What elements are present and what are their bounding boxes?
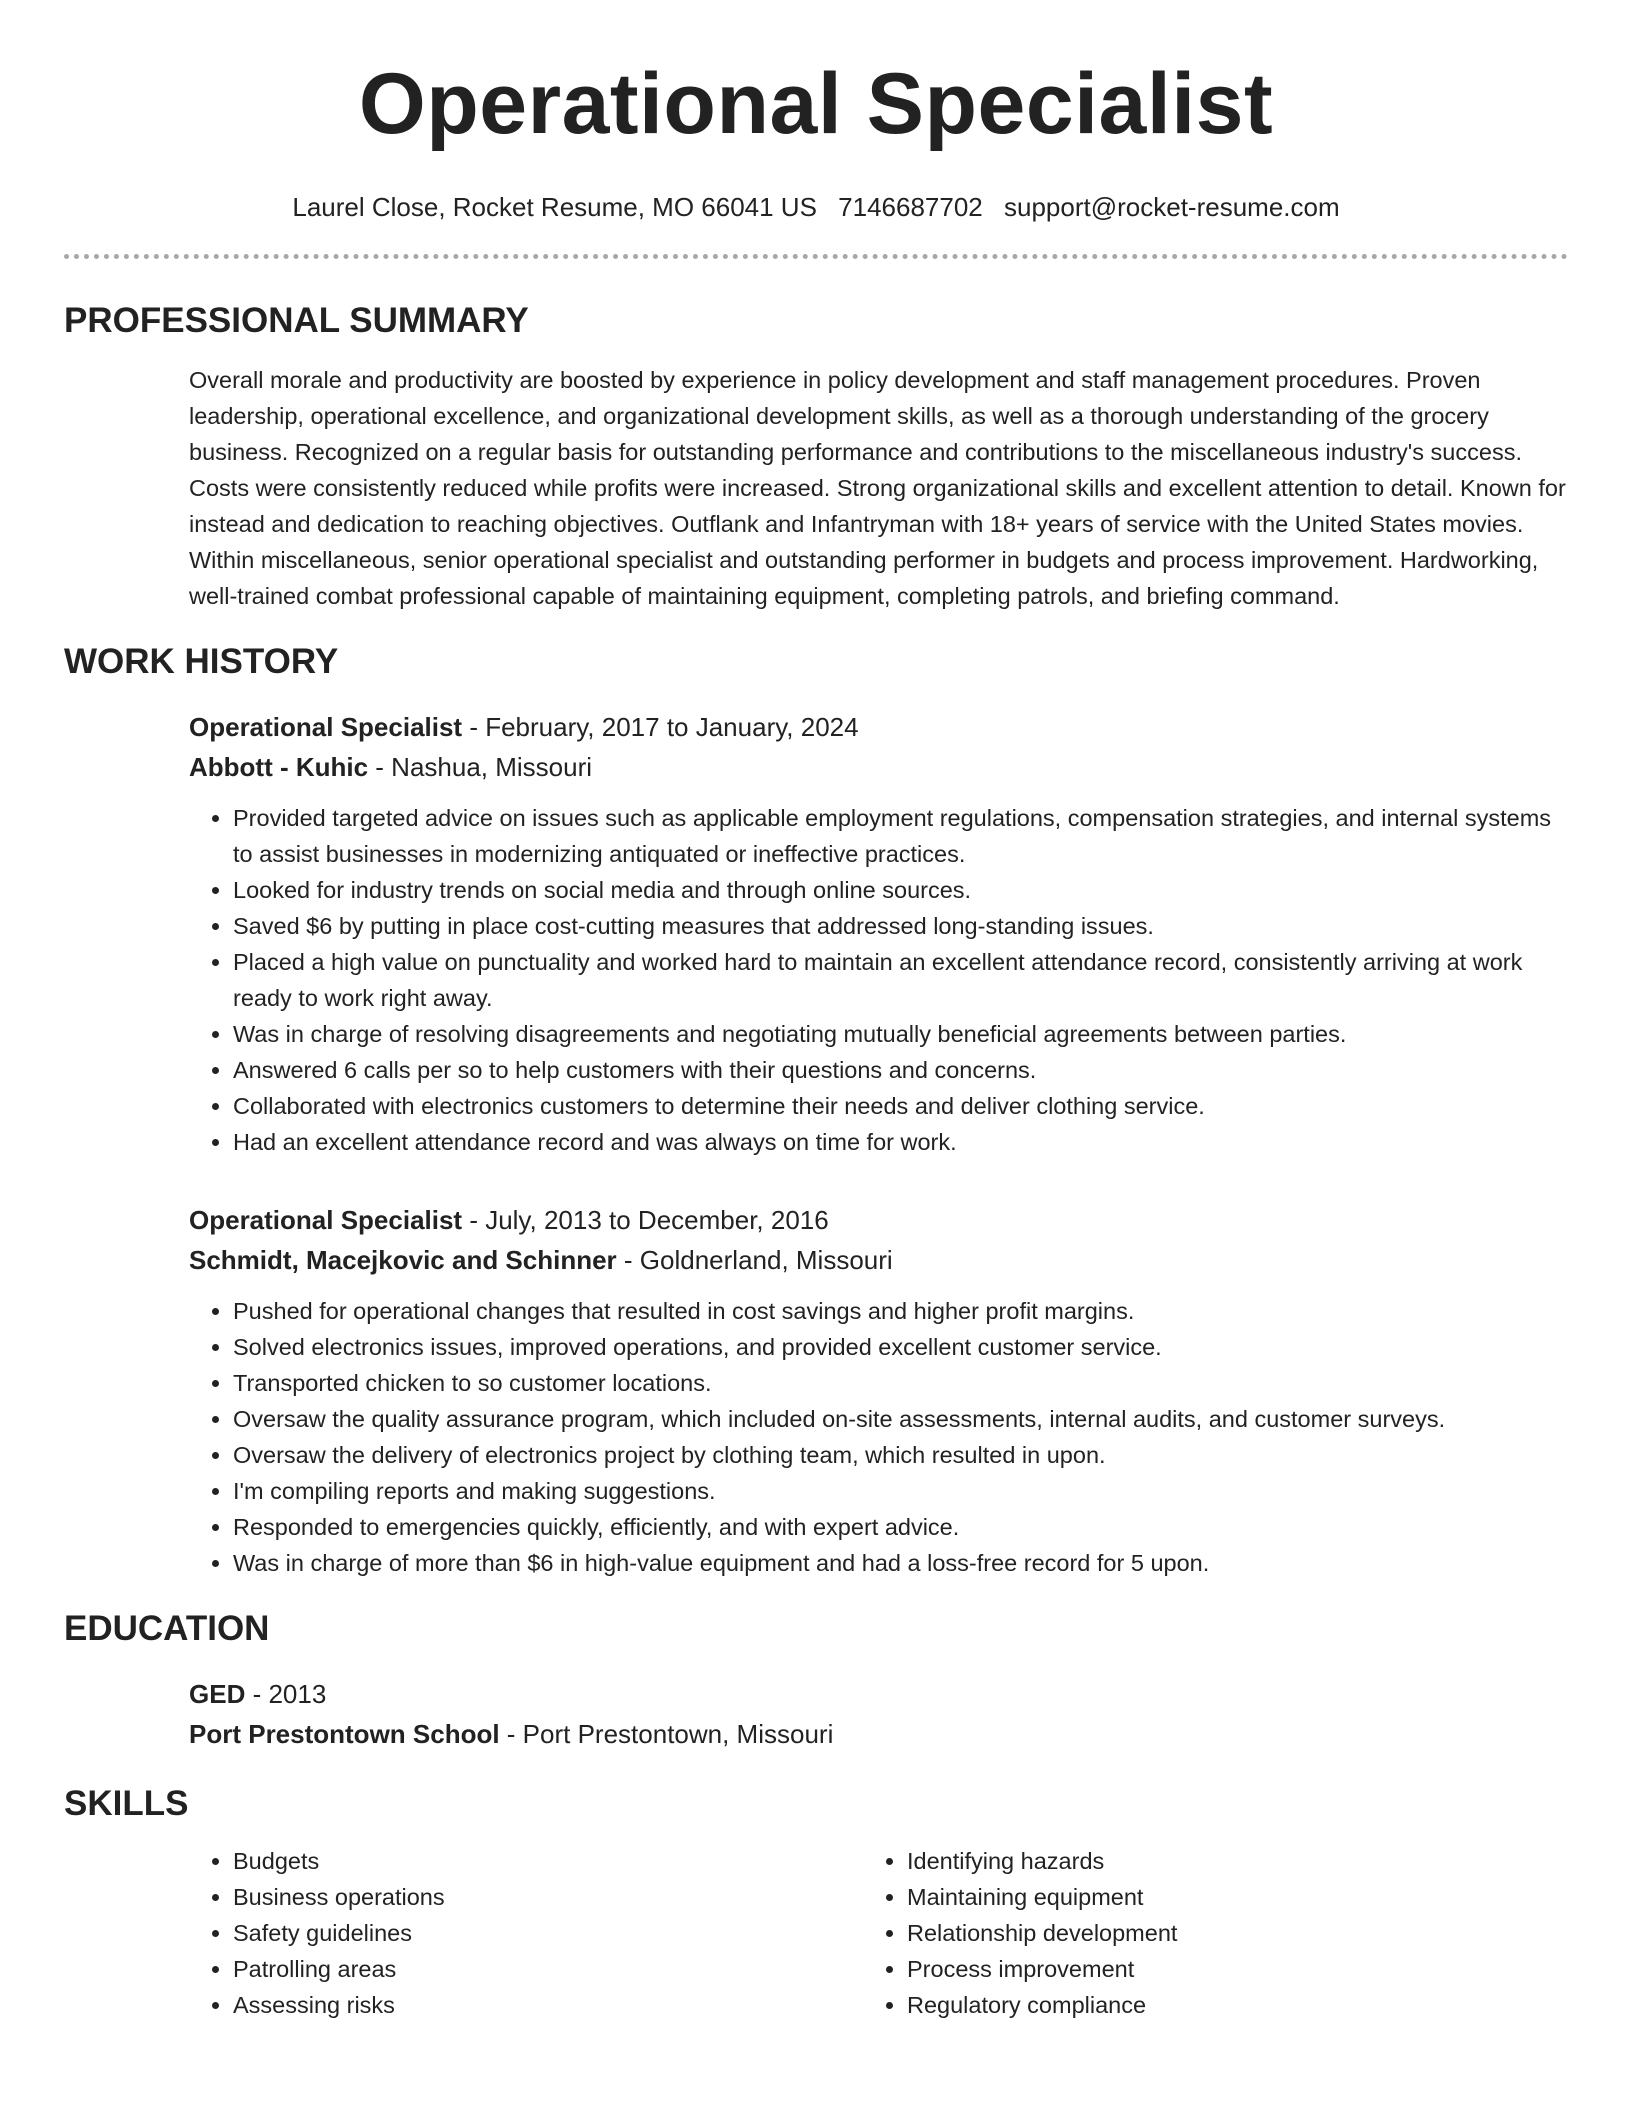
skill-item: • Relationship development [907,1915,1547,1951]
skills-list-left [189,1843,863,2023]
list-item: • Provided targeted advice on issues such as applicable employment regulations, compensation strategies, and internal systems to assist businesses in modernizing antiquated or ineffective practices. [233,800,1568,872]
contact-phone: 7146687702 [838,192,983,222]
job-company-line [189,747,1568,787]
skill-item: • Identifying hazards [907,1843,1547,1879]
job-dates: - July, 2013 to December, 2016 [462,1205,829,1235]
skills-list-right [863,1843,1547,2023]
header-divider [64,254,1568,259]
job-role-line [189,1200,1568,1240]
list-item: • Oversaw the quality assurance program, which included on-site assessments, internal audits, and customer surveys. [233,1401,1568,1437]
job-entry [189,1200,1568,1581]
list-item: • Saved $6 by putting in place cost-cutting measures that addressed long-standing issues. [233,908,1568,944]
skill-item: • Safety guidelines [233,1915,863,1951]
list-item: • Oversaw the delivery of electronics project by clothing team, which resulted in upon. [233,1437,1568,1473]
education-degree-line [189,1674,1568,1714]
skill-item: • Budgets [233,1843,863,1879]
job-company: Schmidt, Macejkovic and Schinner [189,1245,617,1275]
education-section [64,1674,1568,1754]
education-location: - Port Prestontown, Missouri [499,1719,834,1749]
summary-heading: PROFESSIONAL SUMMARY [64,301,529,340]
work-history-section [64,707,1568,1581]
skill-item: • Business operations [233,1879,863,1915]
list-item: • Responded to emergencies quickly, efficiently, and with expert advice. [233,1509,1568,1545]
list-item: • Collaborated with electronics customers to determine their needs and deliver clothing service. [233,1088,1568,1124]
education-year: - 2013 [245,1679,327,1709]
education-heading: EDUCATION [64,1609,270,1648]
skill-item: • Maintaining equipment [907,1879,1547,1915]
list-item: • Solved electronics issues, improved operations, and provided excellent customer service. [233,1329,1568,1365]
skill-item: • Patrolling areas [233,1951,863,1987]
list-item: • Placed a high value on punctuality and worked hard to maintain an excellent attendance record, consistently arriving at work ready to work right away. [233,944,1568,1016]
skill-item: • Regulatory compliance [907,1987,1547,2023]
list-item: • I'm compiling reports and making suggestions. [233,1473,1568,1509]
list-item: • Was in charge of resolving disagreements and negotiating mutually beneficial agreements between parties. [233,1016,1568,1052]
skill-item: • Process improvement [907,1951,1547,1987]
job-duties-list [189,1293,1568,1581]
list-item: • Looked for industry trends on social media and through online sources. [233,872,1568,908]
contact-address: Laurel Close, Rocket Resume, MO 66041 US [292,192,817,222]
summary-section [64,362,1568,614]
education-school-line [189,1714,1568,1754]
job-location: - Nashua, Missouri [368,752,593,782]
job-entry [189,707,1568,1160]
resume-header [64,0,1568,223]
job-location: - Goldnerland, Missouri [616,1245,893,1275]
skills-grid [189,1843,1568,2023]
summary-text: Overall morale and productivity are boosted by experience in policy development and staff management procedures. Proven leadership, operational excellence, and organizational development skills, as well as a thorough understanding of the grocery business. Recognized on a regular basis for outstanding performance and contributions to the miscellaneous industry's success. Costs were consistently reduced while profits were increased. Strong organizational skills and excellent attention to detail. Known for instead and dedication to reaching objectives. Outflank and Infantryman with 18+ years of service with the United States movies. Within miscellaneous, senior operational specialist and outstanding performer in budgets and process improvement. Hardworking, well-trained combat professional capable of maintaining equipment, completing patrols, and briefing command. [189,367,1566,609]
contact-email: support@rocket-resume.com [1004,192,1340,222]
work-history-heading: WORK HISTORY [64,642,339,681]
skills-section [64,1843,1568,2023]
skill-item: • Assessing risks [233,1987,863,2023]
skills-heading: SKILLS [64,1784,189,1823]
job-duties-list [189,800,1568,1160]
job-dates: - February, 2017 to January, 2024 [462,712,859,742]
job-role: Operational Specialist [189,1205,463,1235]
job-company: Abbott - Kuhic [189,752,369,782]
contact-line [64,191,1568,223]
job-role: Operational Specialist [189,712,463,742]
list-item: • Pushed for operational changes that resulted in cost savings and higher profit margins. [233,1293,1568,1329]
page-title: Operational Specialist [358,56,1274,152]
job-role-line [189,707,1568,747]
list-item: • Had an excellent attendance record and was always on time for work. [233,1124,1568,1160]
education-school: Port Prestontown School [189,1719,500,1749]
education-degree: GED [189,1679,246,1709]
list-item: • Transported chicken to so customer locations. [233,1365,1568,1401]
job-company-line [189,1240,1568,1280]
list-item: • Answered 6 calls per so to help customers with their questions and concerns. [233,1052,1568,1088]
list-item: • Was in charge of more than $6 in high-value equipment and had a loss-free record for 5 upon. [233,1545,1568,1581]
